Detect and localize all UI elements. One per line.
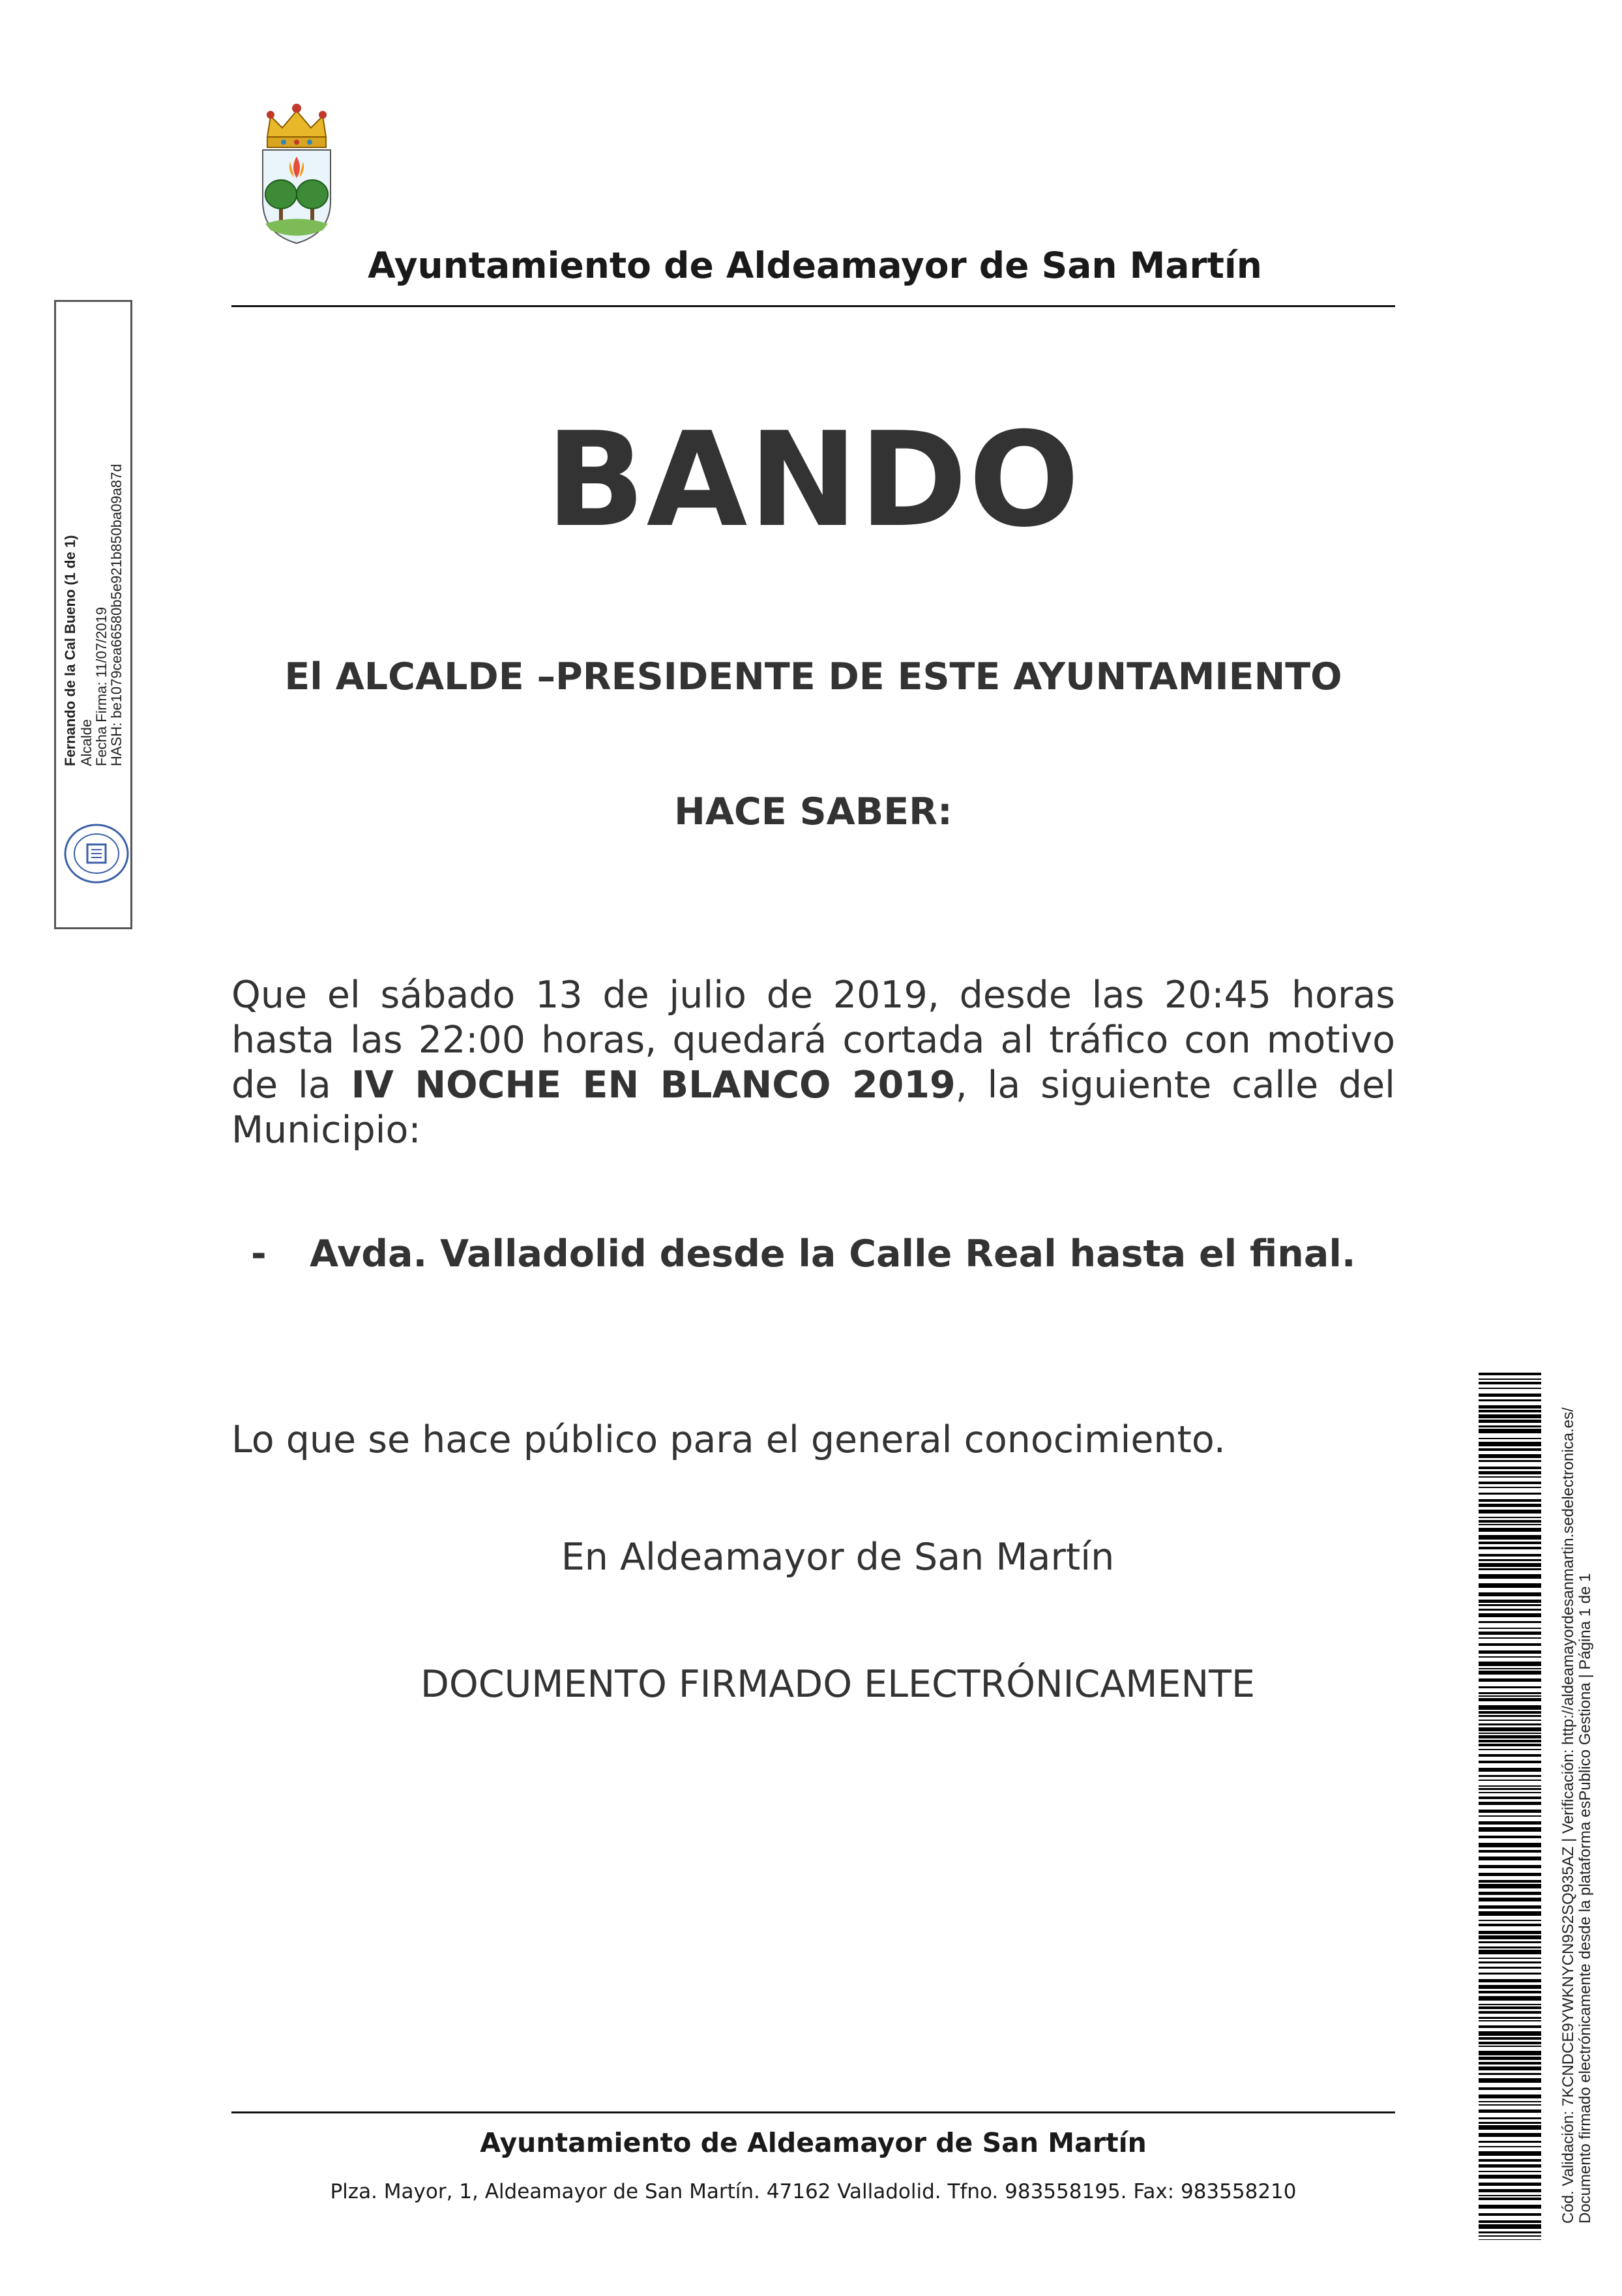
validation-platform-line: Documento firmado electrónicamente desde la plataforma esPublico Gestiona | Página 1 de 1 <box>1576 1573 1594 2224</box>
closing-line: Lo que se hace público para el general conocimiento. <box>231 1418 1226 1461</box>
notice-paragraph <box>231 973 1395 1153</box>
event-name: IV NOCHE EN BLANCO 2019 <box>351 1064 956 1107</box>
signer-name: Fernando de la Cal Bueno (1 de 1) <box>62 535 78 766</box>
crown-icon <box>267 104 327 147</box>
footer-address: Plza. Mayor, 1, Aldeamayor de San Martín. 47162 Valladolid. Tfno. 983558195. Fax: 983558210 <box>330 2180 1297 2203</box>
footer-divider <box>231 2111 1395 2113</box>
official-stamp-icon <box>61 818 132 889</box>
announce-line: HACE SABER: <box>674 790 952 833</box>
signature-date: Fecha Firma: 11/07/2019 <box>93 606 110 766</box>
closed-street: Avda. Valladolid desde la Calle Real hasta el final. <box>310 1232 1356 1275</box>
signer-role: Alcalde <box>78 719 95 766</box>
signature-hash: HASH: be1079cea66580b5e921b850ba09a87d <box>108 464 125 766</box>
validation-barcode-icon <box>1479 1373 1541 2240</box>
document-heading: BANDO <box>546 404 1081 556</box>
signed-notice: DOCUMENTO FIRMADO ELECTRÓNICAMENTE <box>420 1663 1255 1706</box>
authority-line: El ALCALDE –PRESIDENTE DE ESTE AYUNTAMIENTO <box>284 655 1342 698</box>
list-bullet: - <box>251 1232 267 1275</box>
footer-name: Ayuntamiento de Aldeamayor de San Martín <box>480 2127 1147 2158</box>
paragraph-text-end: , la siguiente calle del Municipio: <box>231 1064 1395 1152</box>
paragraph-text-start: Que el sábado 13 de julio de 2019, desde las 20:45 horas hasta las 22:00 horas, quedará cortada al tráfico con motivo de la <box>231 974 1395 1107</box>
place-line: En Aldeamayor de San Martín <box>561 1536 1115 1579</box>
header-divider <box>231 305 1395 307</box>
coat-of-arms <box>231 97 362 246</box>
validation-code-line: Cód. Validación: 7KCNDCE9YWKNYCN9S2SQ935AZ | Verificación: http://aldeamayordesanmartin.sedelectronica.es/ <box>1559 1407 1577 2224</box>
header-title: Ayuntamiento de Aldeamayor de San Martín <box>368 245 1262 286</box>
